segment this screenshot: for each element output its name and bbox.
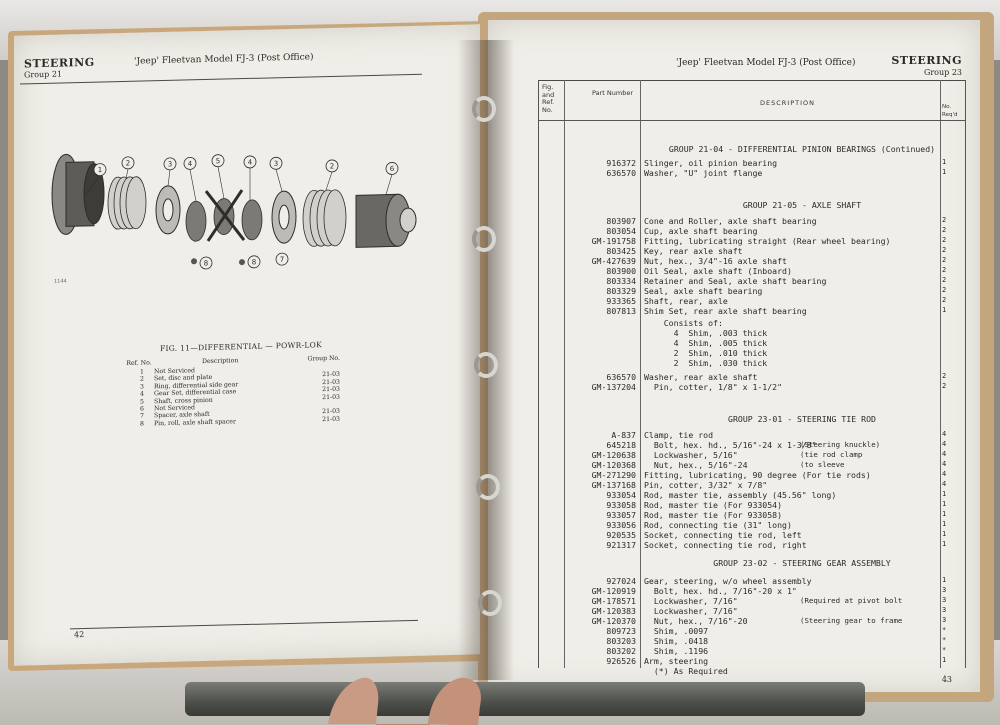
table-row: 807813 Shim Set, rear axle shaft bearing 1 — [606, 306, 947, 316]
figure-legend — [126, 354, 340, 428]
differential-exploded-diagram — [36, 116, 426, 276]
table-row: A-837 Clamp, tie rod 4 — [611, 430, 947, 440]
legend-row: 2 Set, disc and plate 21-03 — [140, 371, 340, 384]
callout-label: 3 — [273, 159, 279, 168]
group-title: GROUP 23-02 - STEERING GEAR ASSEMBLY — [713, 558, 891, 568]
callout-label: 7 — [279, 255, 285, 264]
table-row: 636570 Washer, "U" joint flange 1 — [606, 168, 947, 178]
table-row: 803425 Key, rear axle shaft 2 — [606, 246, 947, 256]
table-row: GM-427639 Nut, hex., 3/4"-16 axle shaft 2 — [591, 256, 947, 266]
table-row: 2 Shim, .010 thick — [644, 348, 768, 358]
table-row: GM-178571 Lockwasher, 7/16" (Required at pivot bolt 3 — [591, 596, 947, 606]
legend-row: 3 Ring, differential side gear 21-03 — [140, 378, 340, 391]
callout-label: 8 — [251, 258, 257, 267]
group-label: Group 21 — [24, 69, 63, 80]
hand-holding-book — [318, 660, 490, 725]
spacer-pin-2 — [239, 259, 245, 265]
callout-label: 3 — [167, 160, 173, 169]
callout-label: 1 — [97, 166, 103, 175]
section-title: STEERING — [891, 54, 962, 67]
table-header-rule — [538, 120, 966, 121]
right-page — [488, 20, 980, 692]
callout-label: 2 — [125, 159, 131, 168]
metal-rod — [185, 682, 865, 716]
spacer-pin — [191, 258, 197, 264]
page-number-left: 42 — [74, 629, 85, 640]
table-row: (*) As Required — [644, 666, 728, 676]
section-title: STEERING — [24, 55, 95, 71]
legend-header-ref: Ref. No. — [126, 359, 152, 367]
side-gear-ring-right — [272, 191, 296, 244]
table-row: 927024 Gear, steering, w/o wheel assembly 1 — [606, 576, 947, 586]
col-header-part: Part Number — [592, 89, 634, 97]
model-title: 'Jeep' Fleetvan Model FJ-3 (Post Office) — [676, 58, 856, 68]
col-header-description: DESCRIPTION — [760, 99, 815, 107]
callout-label: 2 — [329, 162, 335, 171]
table-row: GM-120370 Nut, hex., 7/16"-20 (Steering gear to frame 3 — [591, 616, 947, 626]
binder-ring — [472, 96, 496, 122]
table-row: 803203 Shim, .0418 * — [606, 636, 947, 646]
group-title: GROUP 21-05 - AXLE SHAFT — [742, 200, 862, 210]
callout-label: 5 — [215, 157, 221, 166]
group-title: GROUP 23-01 - STEERING TIE ROD — [728, 414, 876, 424]
header-rule — [20, 74, 422, 85]
binder-ring — [476, 474, 500, 500]
table-row: 803329 Seal, axle shaft bearing 2 — [606, 286, 947, 296]
table-row: 809723 Shim, .0097 * — [606, 626, 947, 636]
table-row: 645218 Bolt, hex. hd., 5/16"-24 x 1-3/8" (Steering knuckle) 4 — [606, 440, 947, 450]
table-row: 933054 Rod, master tie, assembly (45.56" long) 1 — [606, 490, 947, 500]
table-row: 916372 Slinger, oil pinion bearing 1 — [606, 158, 947, 168]
figure-id: 1144 — [54, 278, 67, 285]
footer-rule — [70, 620, 418, 630]
legend-row: 7 Spacer, axle shaft 21-03 — [140, 408, 340, 420]
table-row: 933056 Rod, connecting tie (31" long) 1 — [606, 520, 947, 530]
table-row: GM-137204 Pin, cotter, 1/8" x 1-1/2" 2 — [591, 382, 947, 392]
table-row: Consists of: — [644, 318, 723, 328]
table-row: 803054 Cup, axle shaft bearing 2 — [606, 226, 947, 236]
legend-row: 8 Pin, roll, axle shaft spacer 21-03 — [140, 415, 340, 428]
table-row: 2 Shim, .030 thick — [644, 358, 768, 368]
table-row: GM-120919 Bolt, hex. hd., 7/16"-20 x 1" 3 — [591, 586, 947, 596]
table-row: 926526 Arm, steering 1 — [606, 656, 947, 666]
group-title: GROUP 21-04 - DIFFERENTIAL PINION BEARINGS (Continued) — [668, 144, 936, 154]
left-page-header — [24, 48, 424, 80]
disc-plate-set-right — [303, 190, 346, 247]
table-row: GM-120383 Lockwasher, 7/16" 3 — [591, 606, 947, 616]
table-row: 803202 Shim, .1196 * — [606, 646, 947, 656]
table-row: 921317 Socket, connecting tie rod, right 1 — [606, 540, 947, 550]
legend-row: 5 Shaft, cross pinion 21-03 — [140, 393, 340, 406]
table-row: 4 Shim, .003 thick — [644, 328, 768, 338]
table-row: GM-120368 Nut, hex., 5/16"-24 (to sleeve 4 — [591, 460, 947, 470]
col-header-qty: No. Req'd — [942, 104, 958, 118]
table-row: 933057 Rod, master tie (For 933058) 1 — [606, 510, 947, 520]
table-row: GM-120638 Lockwasher, 5/16" (tie rod clamp 4 — [591, 450, 947, 460]
side-gear-ring — [156, 186, 180, 235]
legend-row: 4 Gear Set, differential case 21-03 — [140, 385, 340, 398]
legend-header-desc: Description — [202, 357, 239, 366]
page-number-right: 43 — [941, 675, 952, 684]
differential-case-right — [356, 194, 416, 247]
legend-row: 1 Not Serviced — [140, 367, 196, 376]
table-row: GM-271290 Fitting, lubricating, 90 degree (For tie rods) 4 — [591, 470, 947, 480]
table-row: 636570 Washer, rear axle shaft 2 — [606, 372, 947, 382]
callout-label: 4 — [187, 159, 193, 168]
table-row: GM-191758 Fitting, lubricating straight (Rear wheel bearing) 2 — [591, 236, 947, 246]
legend-header-group: Group No. — [307, 354, 340, 363]
disc-plate-set — [108, 176, 146, 229]
callout-label: 6 — [389, 164, 395, 174]
group-label: Group 23 — [923, 68, 962, 77]
binder-ring — [478, 590, 502, 616]
figure-title: FIG. 11—DIFFERENTIAL — POWR-LOK — [160, 340, 322, 354]
table-row: GM-137168 Pin, cotter, 3/32" x 7/8" 4 — [591, 480, 947, 490]
binder-ring — [474, 352, 498, 378]
table-row: 803900 Oil Seal, axle shaft (Inboard) 2 — [606, 266, 947, 276]
table-row: 933365 Shaft, rear, axle 2 — [606, 296, 947, 306]
table-row: 803907 Cone and Roller, axle shaft bearing 2 — [606, 216, 947, 226]
table-row: 920535 Socket, connecting tie rod, left 1 — [606, 530, 947, 540]
table-row: 803334 Retainer and Seal, axle shaft bearing 2 — [606, 276, 947, 286]
left-page — [14, 24, 480, 665]
col-header-fig: Fig. and Ref. No. — [542, 83, 555, 114]
table-row: 933058 Rod, master tie (For 933054) 1 — [606, 500, 947, 510]
callout-label: 8 — [203, 259, 209, 268]
model-title: 'Jeep' Fleetvan Model FJ-3 (Post Office) — [134, 52, 314, 67]
binder-ring — [472, 226, 496, 252]
legend-row: 6 Not Serviced — [140, 404, 196, 413]
table-row: 4 Shim, .005 thick — [644, 338, 768, 348]
callout-label: 4 — [247, 158, 253, 167]
